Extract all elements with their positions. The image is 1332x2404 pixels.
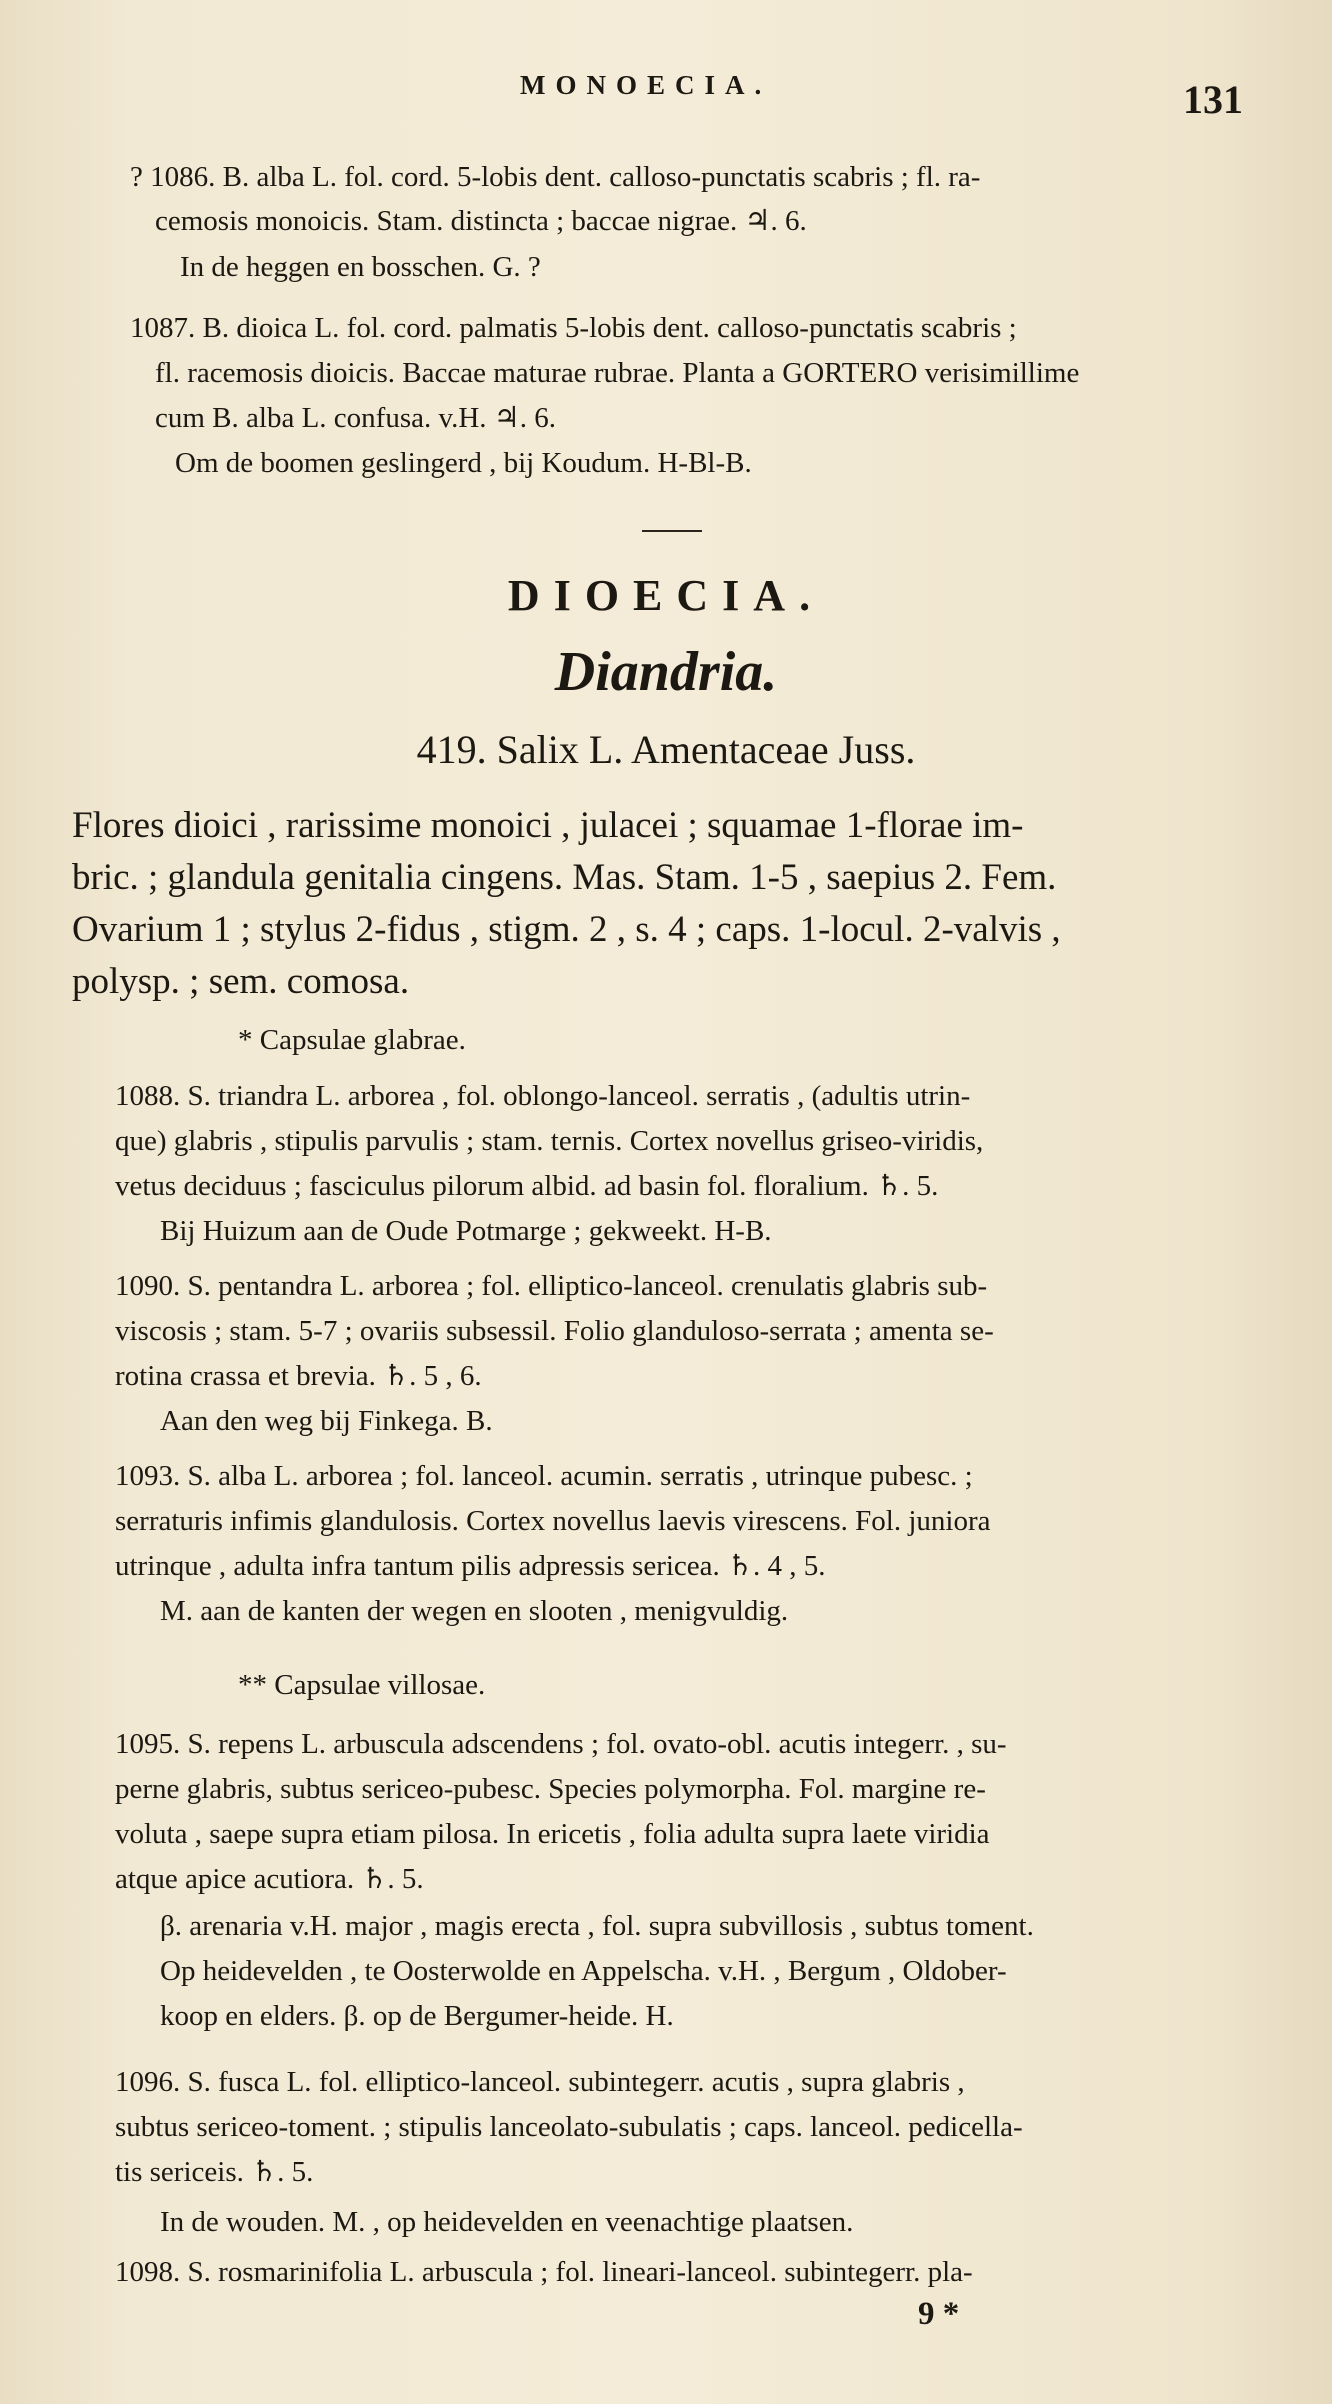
species-line: serraturis infimis glandulosis. Cortex novellus laevis virescens. Fol. juniora — [115, 1505, 991, 1537]
species-line: 1098. S. rosmarinifolia L. arbuscula ; fol. lineari-lanceol. subintegerr. pla- — [115, 2256, 973, 2288]
running-head: MONOECIA. — [520, 70, 772, 100]
section-heading-villosae: ** Capsulae villosae. — [238, 1669, 486, 1701]
entry-line: cemosis monoicis. Stam. distincta ; baccae nigrae. ♃. 6. — [155, 205, 807, 237]
signature-mark: 9 * — [918, 2296, 960, 2332]
species-line: 1096. S. fusca L. fol. elliptico-lanceol. subintegerr. acutis , supra glabris , — [115, 2066, 965, 2098]
entry-line: cum B. alba L. confusa. v.H. ♃. 6. — [155, 402, 557, 434]
genus-heading: 419. Salix L. Amentaceae Juss. — [416, 727, 916, 772]
species-line: voluta , saepe supra etiam pilosa. In ericetis , folia adulta supra laete viridia — [115, 1818, 990, 1850]
entry-line: fl. racemosis dioicis. Baccae maturae rubrae. Planta a GORTERO verisimillime — [155, 357, 1080, 389]
species-line: viscosis ; stam. 5-7 ; ovariis subsessil. Folio glanduloso-serrata ; amenta se- — [115, 1315, 994, 1347]
species-line: 1095. S. repens L. arbuscula adscendens ; fol. ovato-obl. acutis integerr. , su- — [115, 1728, 1007, 1760]
species-line: rotina crassa et brevia. ♄. 5 , 6. — [115, 1360, 482, 1392]
species-line: 1088. S. triandra L. arborea , fol. oblongo-lanceol. serratis , (adultis utrin- — [115, 1080, 971, 1112]
description-line: Ovarium 1 ; stylus 2-fidus , stigm. 2 , s. 4 ; caps. 1-locul. 2-valvis , — [72, 909, 1061, 950]
entry-line: In de heggen en bosschen. G. ? — [180, 251, 541, 283]
species-line: M. aan de kanten der wegen en slooten , menigvuldig. — [160, 1595, 789, 1627]
species-line: vetus deciduus ; fasciculus pilorum albid. ad basin fol. floralium. ♄. 5. — [115, 1170, 939, 1202]
order-title: Diandria. — [554, 641, 778, 703]
description-line: bric. ; glandula genitalia cingens. Mas. Stam. 1-5 , saepius 2. Fem. — [72, 857, 1057, 898]
entry-line: Om de boomen geslingerd , bij Koudum. H-Bl-B. — [175, 447, 752, 479]
species-line: β. arenaria v.H. major , magis erecta , fol. supra subvillosis , subtus toment. — [160, 1910, 1034, 1942]
species-line: 1090. S. pentandra L. arborea ; fol. elliptico-lanceol. crenulatis glabris sub- — [115, 1270, 988, 1302]
species-line: Aan den weg bij Finkega. B. — [160, 1405, 493, 1437]
page-number: 131 — [1183, 77, 1243, 122]
description-line: Flores dioici , rarissime monoici , julacei ; squamae 1-florae im- — [72, 805, 1024, 846]
entry-line: ? 1086. B. alba L. fol. cord. 5-lobis dent. calloso-punctatis scabris ; fl. ra- — [130, 161, 981, 193]
species-line: Op heidevelden , te Oosterwolde en Appelscha. v.H. , Bergum , Oldober- — [160, 1955, 1007, 1987]
class-title: DIOECIA. — [507, 571, 825, 620]
species-line: Bij Huizum aan de Oude Potmarge ; gekweekt. H-B. — [160, 1215, 772, 1247]
species-line: que) glabris , stipulis parvulis ; stam. ternis. Cortex novellus griseo-viridis, — [115, 1125, 984, 1157]
entry-line: 1087. B. dioica L. fol. cord. palmatis 5-lobis dent. calloso-punctatis scabris ; — [130, 312, 1017, 344]
species-line: subtus sericeo-toment. ; stipulis lanceolato-subulatis ; caps. lanceol. pedicella- — [115, 2111, 1023, 2143]
species-line: utrinque , adulta infra tantum pilis adpressis sericea. ♄. 4 , 5. — [115, 1550, 826, 1582]
species-line: atque apice acutiora. ♄. 5. — [115, 1863, 424, 1895]
species-line: tis sericeis. ♄. 5. — [115, 2156, 314, 2188]
species-line: 1093. S. alba L. arborea ; fol. lanceol. acumin. serratis , utrinque pubesc. ; — [115, 1460, 973, 1492]
species-line: perne glabris, subtus sericeo-pubesc. Species polymorpha. Fol. margine re- — [115, 1773, 986, 1805]
section-heading-glabrae: * Capsulae glabrae. — [238, 1024, 466, 1056]
species-line: koop en elders. β. op de Bergumer-heide. H. — [160, 2000, 674, 2032]
species-line: In de wouden. M. , op heidevelden en veenachtige plaatsen. — [160, 2206, 854, 2238]
description-line: polysp. ; sem. comosa. — [72, 961, 410, 1002]
